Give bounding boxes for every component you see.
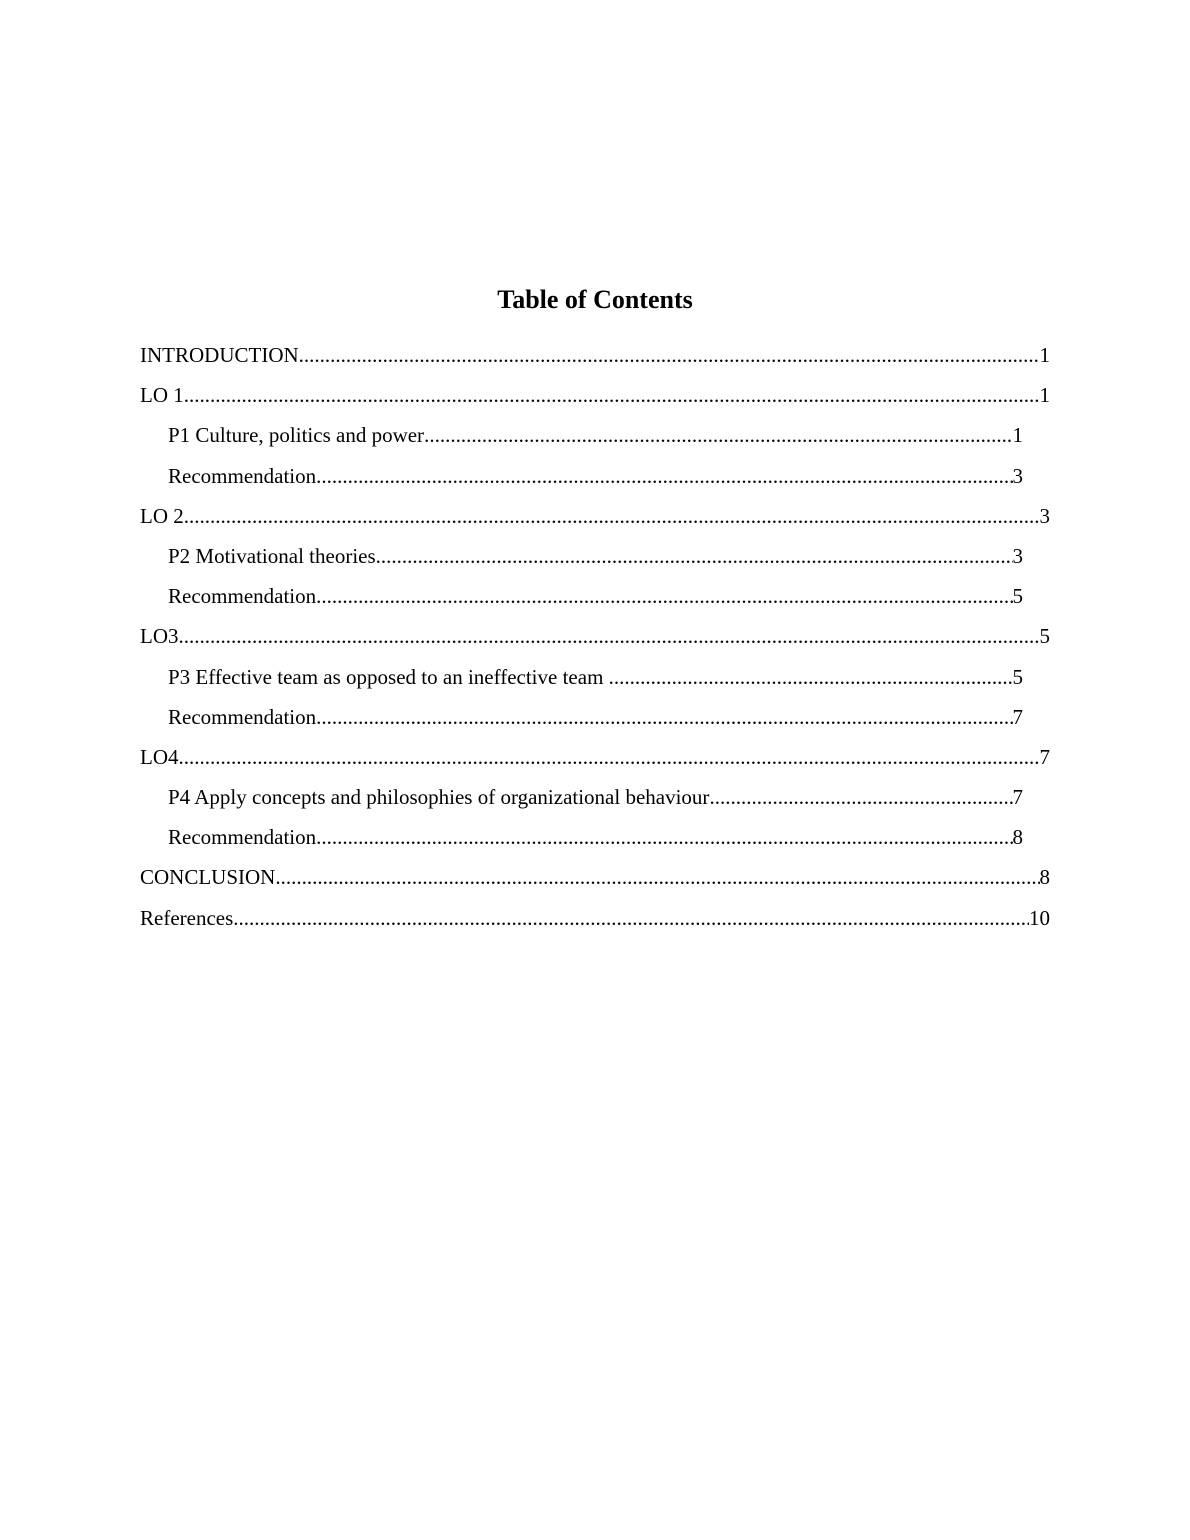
toc-entry-label: LO3: [140, 624, 179, 649]
toc-entry[interactable]: [140, 862, 1050, 902]
toc-entry-label: Recommendation: [168, 825, 317, 850]
toc-entry-page: 5: [1012, 664, 1023, 689]
toc-dot-leader: [424, 420, 1012, 450]
toc-entry-label: References: [140, 905, 234, 930]
toc-dot-leader: [316, 581, 1012, 611]
toc-dot-leader: [316, 702, 1012, 732]
toc-entry-label: P4 Apply concepts and philosophies of organizational behaviour: [168, 785, 710, 810]
toc-entry-page: 7: [1012, 704, 1023, 729]
toc-entry-label: P2 Motivational theories: [168, 543, 376, 568]
toc-entry-label: Recommendation: [168, 463, 317, 488]
toc-entry-page: 7: [1039, 744, 1050, 769]
toc-entry-page: 1: [1039, 383, 1050, 408]
toc-list: [0, 340, 1190, 943]
toc-entry-page: 1: [1039, 343, 1050, 367]
toc-entry-label: LO4: [140, 744, 179, 769]
toc-entry-label: LO 2: [140, 503, 184, 528]
toc-subentry[interactable]: [168, 782, 1023, 822]
toc-entry-label: Recommendation: [168, 584, 317, 609]
toc-entry-label: P3 Effective team as opposed to an ineffective team: [168, 664, 609, 689]
toc-dot-leader: [179, 742, 1040, 772]
toc-entry[interactable]: [140, 380, 1050, 420]
toc-dot-leader: [184, 501, 1040, 531]
toc-dot-leader: [275, 862, 1039, 892]
toc-subentry[interactable]: [168, 702, 1023, 742]
toc-entry-page: 10: [1029, 905, 1050, 930]
toc-entry-page: 3: [1012, 463, 1023, 488]
toc-entry-label: LO 1: [140, 383, 184, 408]
toc-dot-leader: [316, 822, 1012, 852]
toc-entry[interactable]: [140, 742, 1050, 782]
toc-entry-label: INTRODUCTION: [140, 343, 299, 367]
toc-dot-leader: [609, 662, 1013, 692]
toc-dot-leader: [179, 621, 1040, 651]
toc-subentry[interactable]: [168, 541, 1023, 581]
toc-entry[interactable]: [140, 340, 1050, 380]
toc-subentry[interactable]: [168, 822, 1023, 862]
toc-entry[interactable]: [140, 621, 1050, 661]
toc-title: Table of Contents: [497, 285, 693, 314]
toc-dot-leader: [184, 380, 1040, 410]
toc-dot-leader: [316, 461, 1012, 491]
toc-entry-page: 3: [1012, 543, 1023, 568]
toc-entry-page: 5: [1039, 624, 1050, 649]
toc-subentry[interactable]: [168, 662, 1023, 702]
toc-entry-label: CONCLUSION: [140, 865, 276, 890]
toc-dot-leader: [299, 340, 1040, 370]
toc-dot-leader: [233, 903, 1029, 933]
toc-entry-page: 8: [1012, 825, 1023, 850]
toc-entry-page: 8: [1039, 865, 1050, 890]
toc-subentry[interactable]: [168, 420, 1023, 460]
toc-entry[interactable]: [140, 903, 1050, 943]
toc-dot-leader: [376, 541, 1013, 571]
toc-entry-page: 7: [1012, 785, 1023, 810]
toc-subentry[interactable]: [168, 461, 1023, 501]
toc-entry-page: 3: [1039, 503, 1050, 528]
toc-entry-label: P1 Culture, politics and power: [168, 423, 425, 448]
toc-entry[interactable]: [140, 501, 1050, 541]
toc-entry-label: Recommendation: [168, 704, 317, 729]
toc-entry-page: 1: [1012, 423, 1023, 448]
toc-entry-page: 5: [1012, 584, 1023, 609]
toc-dot-leader: [709, 782, 1012, 812]
toc-subentry[interactable]: [168, 581, 1023, 621]
